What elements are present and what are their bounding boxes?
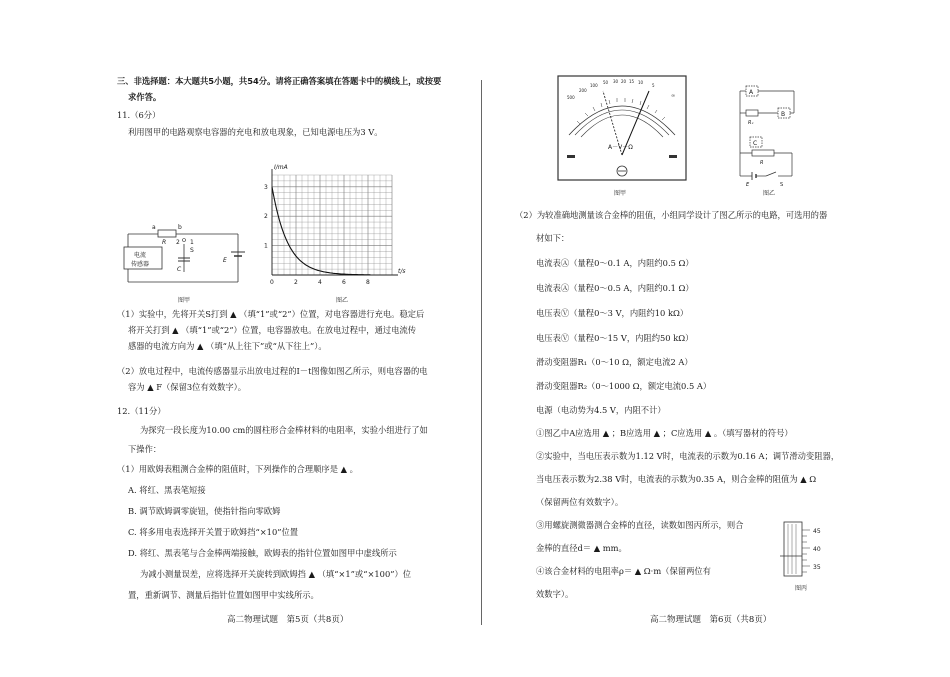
fig-jia-label-right: 图甲 <box>614 190 627 197</box>
y-tick-label: 3 <box>264 183 268 191</box>
section-heading: 三、非选择题：本大题共5小题，共54分。请将正确答案填在答题卡中的横线上，或按要 <box>117 76 442 86</box>
q12-part1-note-line1: 为减小测量误差，应将选择开关旋转到欧姆挡 ▲ （填“×1”或“×100”）位 <box>140 569 412 579</box>
scale-mark-5: 5 <box>652 83 655 88</box>
micrometer-tick-40: 40 <box>813 546 821 553</box>
switch-s-label: S <box>780 182 784 188</box>
q12-step2-line2: 当电压表示数为2.38 V时，电流表的示数为0.35 A，则合金棒的阻值为 ▲ Ω <box>536 474 817 484</box>
x-tick-label: 4 <box>318 279 322 286</box>
source-e-label: E <box>746 182 750 188</box>
micrometer-tick-45: 45 <box>813 528 821 535</box>
page-divider <box>481 80 482 625</box>
q12-intro-line1: 为探究一段长度为10.00 cm的圆柱形合金棒材料的电阻率，实验小组进行了如 <box>140 425 428 435</box>
box-b-label: B <box>781 111 786 118</box>
fig-yi-label: 图乙 <box>336 297 349 304</box>
sensor-label-1: 电流 <box>134 252 147 259</box>
equipment-rheostat-2: 滑动变阻器R₂（0～1000 Ω，额定电流0.5 A） <box>536 381 712 391</box>
equipment-power-source: 电源（电动势为4.5 V，内阻不计） <box>536 405 666 415</box>
q12-option-c: C. 将多用电表选择开关置于欧姆挡“×10”位置 <box>128 527 299 537</box>
q12-step2-line1: ②实验中，当电压表示数为1.12 V时，电流表的示数为0.16 A；调节滑动变阻器， <box>536 451 840 461</box>
x-tick-label: 8 <box>366 279 370 286</box>
q12-part2-line2: 材如下： <box>536 233 570 243</box>
q12-step1: ①图乙中A应选用 ▲ ；B应选用 ▲ ；C应选用 ▲ 。（填写器材的符号） <box>536 428 793 438</box>
q11-part2-line1: （2）放电过程中，电流传感器显示出放电过程的I－t图像如图乙所示，则电容器的电 <box>117 366 428 376</box>
switch-pos-2-label: 2 <box>176 239 180 246</box>
box-a-label: A <box>749 89 754 96</box>
q12-part2-line1: （2）为较准确地测量该合金棒的阻值，小组同学设计了图乙所示的电路，可选用的器 <box>515 210 828 220</box>
q12-option-d: D. 将红、黑表笔与合金棒两端接触，欧姆表的指针位置如图甲中虚线所示 <box>128 548 397 558</box>
box-c-label: C <box>753 140 758 147</box>
micrometer-figure <box>776 520 836 580</box>
q11-part2-line2: 容为 ▲ F（保留3位有效数字）。 <box>128 382 247 392</box>
multimeter-figure <box>557 75 689 183</box>
source-label: E <box>223 257 227 264</box>
capacitor-label: C <box>177 266 182 273</box>
q12-option-b: B. 调节欧姆调零旋钮，使指针指向零欧姆 <box>128 506 281 516</box>
q11-part1-line3: 感器的电流方向为 ▲ （填“从上往下”或“从下往上”）。 <box>128 341 327 351</box>
switch-pos-1-label: 1 <box>190 239 194 246</box>
q12-option-a: A. 将红、黑表笔短接 <box>128 485 206 495</box>
y-tick-label: 1 <box>264 242 268 250</box>
q12-step4-line1: ④该合金材料的电阻率ρ＝ ▲ Ω·m（保留两位有 <box>536 566 711 576</box>
equipment-ammeter-2: 电流表Ⓐ（量程0～0.5 A，内阻约0.1 Ω） <box>536 283 694 293</box>
q12-step3-line2: 金棒的直径d＝ ▲ mm。 <box>536 543 627 553</box>
resistor-label: R <box>162 239 167 246</box>
section-heading-cont: 求作答。 <box>128 92 162 102</box>
q12-step2-line3: （保留两位有效数字）。 <box>536 497 624 507</box>
fig-bing-label: 图丙 <box>795 585 808 592</box>
q12-intro-line2: 下操作： <box>128 444 162 454</box>
q12-step4-line2: 效数字）。 <box>536 589 574 599</box>
x-tick-label: 2 <box>294 279 298 286</box>
capacitor-circuit-diagram <box>120 222 250 297</box>
equipment-rheostat-1: 滑动变阻器R₁（0～10 Ω，额定电流2 A） <box>536 357 693 367</box>
q12-part1-note-line2: 置，重新调节、测量后指针位置如图甲中实线所示。 <box>128 590 319 600</box>
fig-jia-label: 图甲 <box>178 297 191 304</box>
discharge-current-graph <box>258 160 406 290</box>
footer-right: 高二物理试题 第6页（共8页） <box>650 615 772 625</box>
scale-mark-500: 500 <box>567 95 575 100</box>
q11-part1-line2: 将开关打到 ▲ （填“1”或“2”）位置，电容器放电。在放电过程中，通过电流传 <box>128 325 417 335</box>
x-tick-label: 6 <box>342 279 346 286</box>
switch-label: S <box>190 247 194 254</box>
scale-mark-20: 20 <box>621 79 627 84</box>
measurement-circuit-diagram <box>732 80 800 188</box>
x-axis-label: t/s <box>398 268 406 275</box>
q11-header: 11.（6分） <box>117 110 161 120</box>
scale-mark-30: 30 <box>613 79 619 84</box>
node-b-label: b <box>178 224 182 231</box>
node-a-label: a <box>152 224 156 231</box>
resistor-rx-label: Rₓ <box>748 120 754 126</box>
equipment-voltmeter-1: 电压表Ⓥ（量程0～3 V，内阻约10 kΩ） <box>536 308 689 318</box>
scale-mark-15: 15 <box>629 79 635 84</box>
scale-mark-200: 200 <box>579 88 587 93</box>
meter-mode-label: A－V－Ω <box>608 144 633 151</box>
scale-mark-infinity: ∞ <box>671 93 676 99</box>
x-tick-label: 0 <box>270 279 274 286</box>
q12-part1: （1）用欧姆表粗测合金棒的阻值时，下列操作的合理顺序是 ▲ 。 <box>117 464 358 474</box>
sensor-label-2: 传感器 <box>131 261 150 268</box>
equipment-ammeter-1: 电流表Ⓐ（量程0～0.1 A，内阻约0.5 Ω） <box>536 258 694 268</box>
q12-header: 12.（11分） <box>117 406 166 416</box>
scale-mark-100: 100 <box>590 83 598 88</box>
q11-intro: 利用图甲的电路观察电容器的充电和放电现象，已知电源电压为3 V。 <box>128 127 383 137</box>
equipment-voltmeter-2: 电压表Ⓥ（量程0～15 V，内阻约50 kΩ） <box>536 333 694 343</box>
q11-part1-line1: （1）实验中，先将开关S打到 ▲ （填“1”或“2”）位置，对电容器进行充电。稳定后 <box>117 309 425 319</box>
y-tick-label: 2 <box>264 213 268 221</box>
scale-mark-50: 50 <box>603 80 609 85</box>
footer-left: 高二物理试题 第5页（共8页） <box>227 615 349 625</box>
rheostat-label: R <box>760 160 764 166</box>
discharge-curve <box>272 187 370 275</box>
micrometer-tick-35: 35 <box>813 564 821 571</box>
fig-yi-label-right: 图乙 <box>763 190 776 197</box>
y-axis-label: I/mA <box>274 164 288 171</box>
scale-mark-10: 10 <box>638 80 644 85</box>
q12-step3-line1: ③用螺旋测微器测合金棒的直径，读数如图丙所示，则合 <box>536 520 744 530</box>
